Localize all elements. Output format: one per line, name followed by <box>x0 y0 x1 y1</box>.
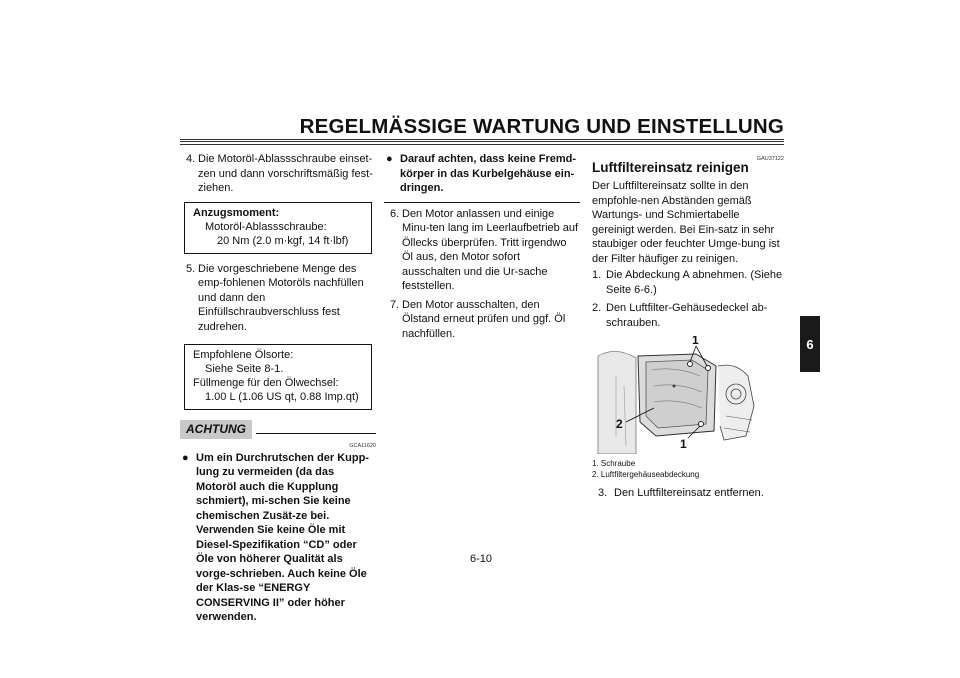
figure-caption-1: 1. Schraube <box>592 459 636 468</box>
torque-box <box>184 202 372 254</box>
step-number: 2. <box>592 302 602 314</box>
header-rule <box>180 139 784 142</box>
step-text: Den Luftfilter-Gehäusedeckel ab-schrauben. <box>606 302 768 329</box>
figure-label-1-top: 1 <box>692 336 699 347</box>
reference-code: GCA11620 <box>349 442 376 449</box>
achtung-label: ACHTUNG <box>180 420 252 439</box>
step-4 <box>180 152 376 196</box>
step-number: 6. <box>390 207 400 220</box>
step-number: 1. <box>592 269 602 281</box>
warning-bullet <box>180 451 376 625</box>
column-middle <box>384 152 580 345</box>
achtung-header <box>180 420 376 439</box>
step-5 <box>180 262 376 335</box>
bullet-text: Darauf achten, dass keine Fremd-körper in das Kurbelgehäuse ein-dringen. <box>400 153 577 194</box>
box-line: 1.00 L (1.06 US qt, 0.88 Imp.qt) <box>205 391 359 403</box>
step-number: 4. <box>186 153 196 165</box>
column-right <box>592 152 784 505</box>
box-line: Empfohlene Ölsorte: <box>193 349 294 361</box>
step-number: 3. <box>598 487 608 499</box>
step-text: Die vorgeschriebene Menge des emp-fohlenen Motoröls nachfüllen und dann den Einfüllschraubverschluss fest zudrehen. <box>198 262 364 333</box>
header-rule-thin <box>180 144 784 145</box>
air-filter-illustration <box>596 336 756 454</box>
step-1 <box>592 268 784 297</box>
step-text: Die Abdeckung A abnehmen. (Siehe Seite 6-6.) <box>606 269 783 296</box>
achtung-rule <box>256 433 376 434</box>
step-text: Den Motor ausschalten, den Ölstand erneut prüfen und ggf. Öl nachfüllen. <box>402 298 566 340</box>
chapter-tab[interactable]: 6 <box>800 316 820 372</box>
bullet-icon: ● <box>182 451 189 464</box>
bullet-text: Um ein Durchrutschen der Kupp-lung zu vermeiden (da das Motoröl auch die Kupplung schmiert), mi-schen Sie keine chemischen Zusät-ze bei. Verwenden Sie keine Öle mit Diesel-Spezifikation “CD” oder Öle von höherer Qualität als vorge-schrieben. Auch keine Öle der Klas-se “ENERGY CONSERVING II” oder höher verwenden. <box>196 451 369 623</box>
figure-caption-2: 2. Luftfiltergehäuseabdeckung <box>592 470 700 479</box>
box-line: Motoröl-Ablassschraube: <box>205 220 327 233</box>
box-line: Siehe Seite 8-1. <box>205 363 284 375</box>
step-6 <box>384 207 580 294</box>
column-left <box>180 152 376 625</box>
step-2 <box>592 301 784 330</box>
oil-spec-box <box>184 344 372 410</box>
box-title: Anzugsmoment: <box>193 206 280 219</box>
step-text: Den Luftfiltereinsatz entfernen. <box>614 487 764 499</box>
step-text: Den Motor anlassen und einige Minu-ten lang im Leerlaufbetrieb auf Öllecks überprüfen. Tritt irgendwo Öl aus, den Motor sofort ausschalten und die Ur-sache feststellen. <box>402 207 579 292</box>
bullet-icon: ● <box>386 153 393 165</box>
air-filter-figure <box>596 336 756 454</box>
warning-bullet <box>384 152 580 196</box>
intro-paragraph: Der Luftfiltereinsatz sollte in den empfohle-nen Abständen gemäß Wartungs- und Schmiertabelle gereinigt werden. Bei Ein-satz in sehr staubiger oder feuchter Umge-bung ist der Filter häufiger zu reinigen. <box>592 180 780 265</box>
box-line: 20 Nm (2.0 m·kgf, 14 ft·lbf) <box>217 234 349 247</box>
step-text: Die Motoröl-Ablassschraube einset-zen und dann vorschriftsmäßig fest-ziehen. <box>198 153 373 194</box>
page-title: REGELMÄSSIGE WARTUNG UND EINSTELLUNG <box>299 115 784 138</box>
section-title: Luftfiltereinsatz reinigen <box>592 160 749 175</box>
figure-label-1-bottom: 1 <box>680 437 687 451</box>
step-number: 7. <box>390 298 400 311</box>
step-number: 5. <box>186 262 196 275</box>
box-line: Füllmenge für den Ölwechsel: <box>193 377 339 389</box>
page-number: 6-10 <box>470 553 493 565</box>
section-rule <box>384 202 580 203</box>
figure-label-2: 2 <box>616 417 623 431</box>
step-3 <box>592 486 784 501</box>
reference-code: GAU37122 <box>756 156 784 162</box>
step-7 <box>384 298 580 342</box>
